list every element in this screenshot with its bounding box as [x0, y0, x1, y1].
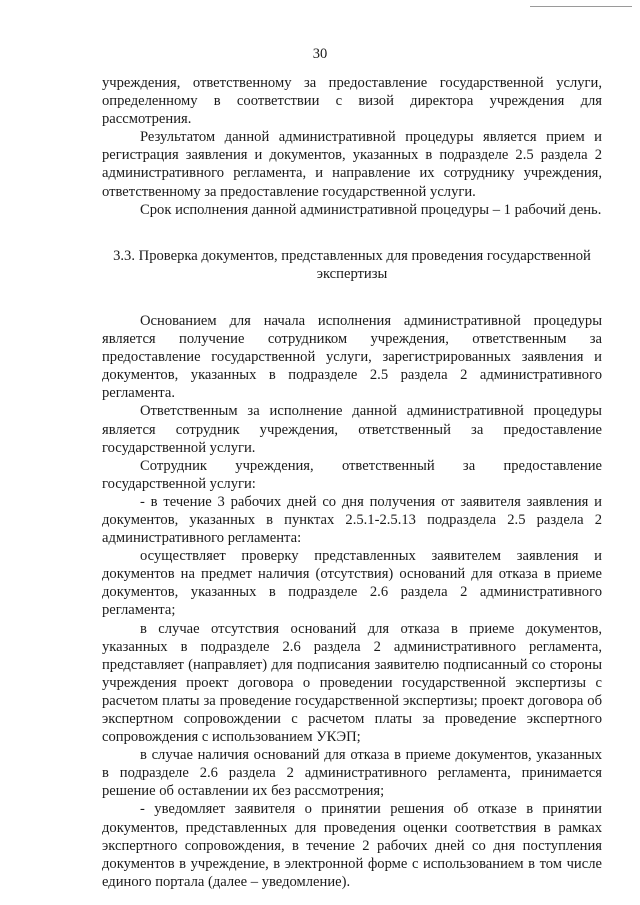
paragraph-grounds-present: в случае наличия оснований для отказа в приеме документов, указанных в подразделе 2.6 раздела 2 административного регламента, принимается решение об оставлении их без рассмотрения; — [102, 747, 602, 800]
page-number: 30 — [312, 46, 328, 62]
paragraph-responsible: Ответственным за исполнение данной административной процедуры является сотрудник учреждения, ответственный за предоставление государственной услуги. — [102, 403, 602, 456]
paragraph-basis: Основанием для начала исполнения административной процедуры является получение сотрудником учреждения, ответственным за предоставление государственной услуги, зарегистрированных заявления и документов, указанных в подразделе 2.5 раздела 2 административного регламента. — [102, 312, 602, 402]
paragraph-continuation: учреждения, ответственному за предоставление государственной услуги, определенному в соответствии с визой директора учреждения для рассмотрения. — [102, 75, 602, 128]
paragraph-employee: Сотрудник учреждения, ответственный за предоставление государственной услуги: — [102, 457, 602, 492]
paragraph-notification: - уведомляет заявителя о принятии решения об отказе в принятии документов, представленных для проведения оценки соответствия в рамках экспертного сопровождения, в течение 2 рабочих дней со дня поступления документов в учреждение, в электронной форме с использованием в том числе единого портала (далее – уведомление). — [102, 801, 602, 890]
paragraph-within-3-days: - в течение 3 рабочих дней со дня получения от заявителя заявления и документов, указанных в пунктах 2.5.1-2.5.13 подраздела 2.5 раздела 2 административного регламента: — [102, 493, 602, 547]
paragraph-result: Результатом данной административной процедуры является прием и регистрация заявления и документов, указанных в подразделе 2.5 раздела 2 административного регламента, и направление их сотруднику учреждения, ответственному за предоставление государственной услуги. — [102, 129, 602, 200]
paragraph-verification: осуществляет проверку представленных заявителем заявления и документов на предмет наличия (отсутствия) оснований для отказа в приеме документов, указанных в подразделе 2.6 раздела 2 административного регламента; — [102, 548, 602, 619]
top-edge-rule — [530, 6, 632, 7]
document-body — [102, 74, 602, 891]
paragraph-deadline: Срок исполнения данной административной процедуры – 1 рабочий день. — [140, 201, 602, 218]
section-heading: 3.3. Проверка документов, представленных для проведения государственной экспертизы — [113, 247, 591, 282]
paragraph-no-grounds: в случае отсутствия оснований для отказа в приеме документов, указанных в подразделе 2.6 раздела 2 административного регламента, представляет (направляет) для подписания заявителю подписанный со стороны учреждения проект договора о проведении государственной экспертизы с расчетом платы за проведение государственной экспертизы; проект договора об экспертном сопровождении с расчетом платы за проведение экспертного сопровождения с использованием УКЭП; — [102, 620, 602, 746]
